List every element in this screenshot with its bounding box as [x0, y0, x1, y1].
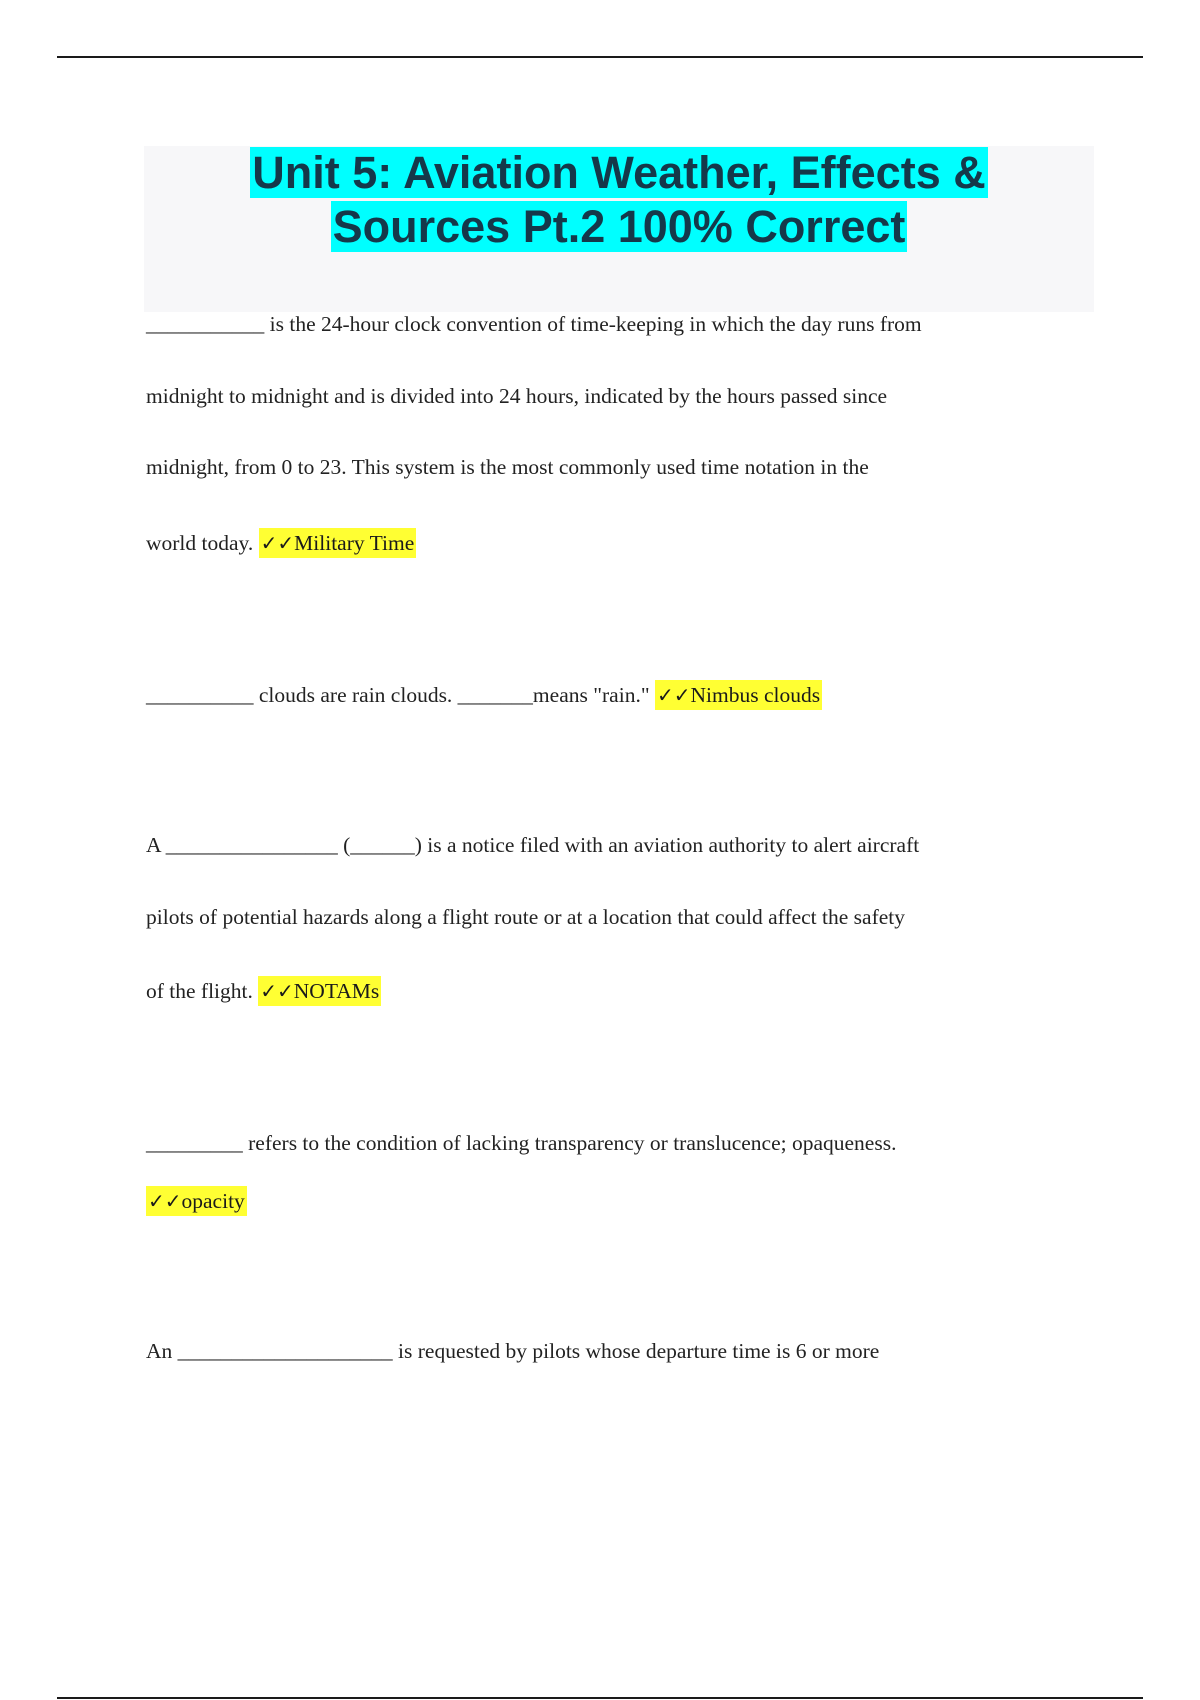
question-1-line-2: midnight to midnight and is divided into 24 hours, indicated by the hours passed since [146, 384, 888, 408]
question-1-line-1: ___________ is the 24-hour clock convention of time-keeping in which the day runs from [146, 312, 922, 336]
question-3-text-end: of the flight. [146, 979, 253, 1003]
question-3-line-1: A ________________ (______) is a notice filed with an aviation authority to alert aircraft [146, 833, 920, 857]
checkmark-icon: ✓✓ [260, 531, 295, 555]
question-1-text-end: world today. [146, 531, 254, 555]
question-2-line-1 [146, 683, 822, 708]
checkmark-icon: ✓✓ [656, 683, 691, 707]
title-block [144, 146, 1094, 312]
checkmark-icon: ✓✓ [260, 979, 294, 1003]
question-3-answer [258, 976, 381, 1006]
answer-text: Military Time [294, 531, 415, 555]
question-1-line-3: midnight, from 0 to 23. This system is the most commonly used time notation in the [146, 455, 869, 479]
question-4-line-1: _________ refers to the condition of lacking transparency or translucence; opaqueness. [146, 1131, 897, 1155]
question-4-answer [146, 1186, 247, 1216]
question-4-line-2 [146, 1189, 247, 1214]
document-title-line-2: Sources Pt.2 100% Correct [332, 201, 906, 252]
question-1-answer [259, 528, 417, 558]
bottom-rule [57, 1697, 1143, 1699]
checkmark-icon: ✓✓ [148, 1189, 182, 1213]
answer-text: NOTAMs [293, 979, 380, 1003]
document-title-line-1: Unit 5: Aviation Weather, Effects & [252, 147, 986, 198]
answer-text: opacity [181, 1189, 245, 1213]
question-1-line-4 [146, 531, 416, 556]
question-3-line-2: pilots of potential hazards along a flight route or at a location that could affect the safety [146, 905, 906, 929]
question-3-line-3 [146, 979, 381, 1004]
question-2-text: __________ clouds are rain clouds. _______means "rain." [146, 683, 650, 707]
question-2-answer [655, 680, 822, 710]
top-rule [57, 56, 1143, 58]
question-5-line-1: An ____________________ is requested by pilots whose departure time is 6 or more [146, 1339, 880, 1363]
answer-text: Nimbus clouds [690, 683, 821, 707]
